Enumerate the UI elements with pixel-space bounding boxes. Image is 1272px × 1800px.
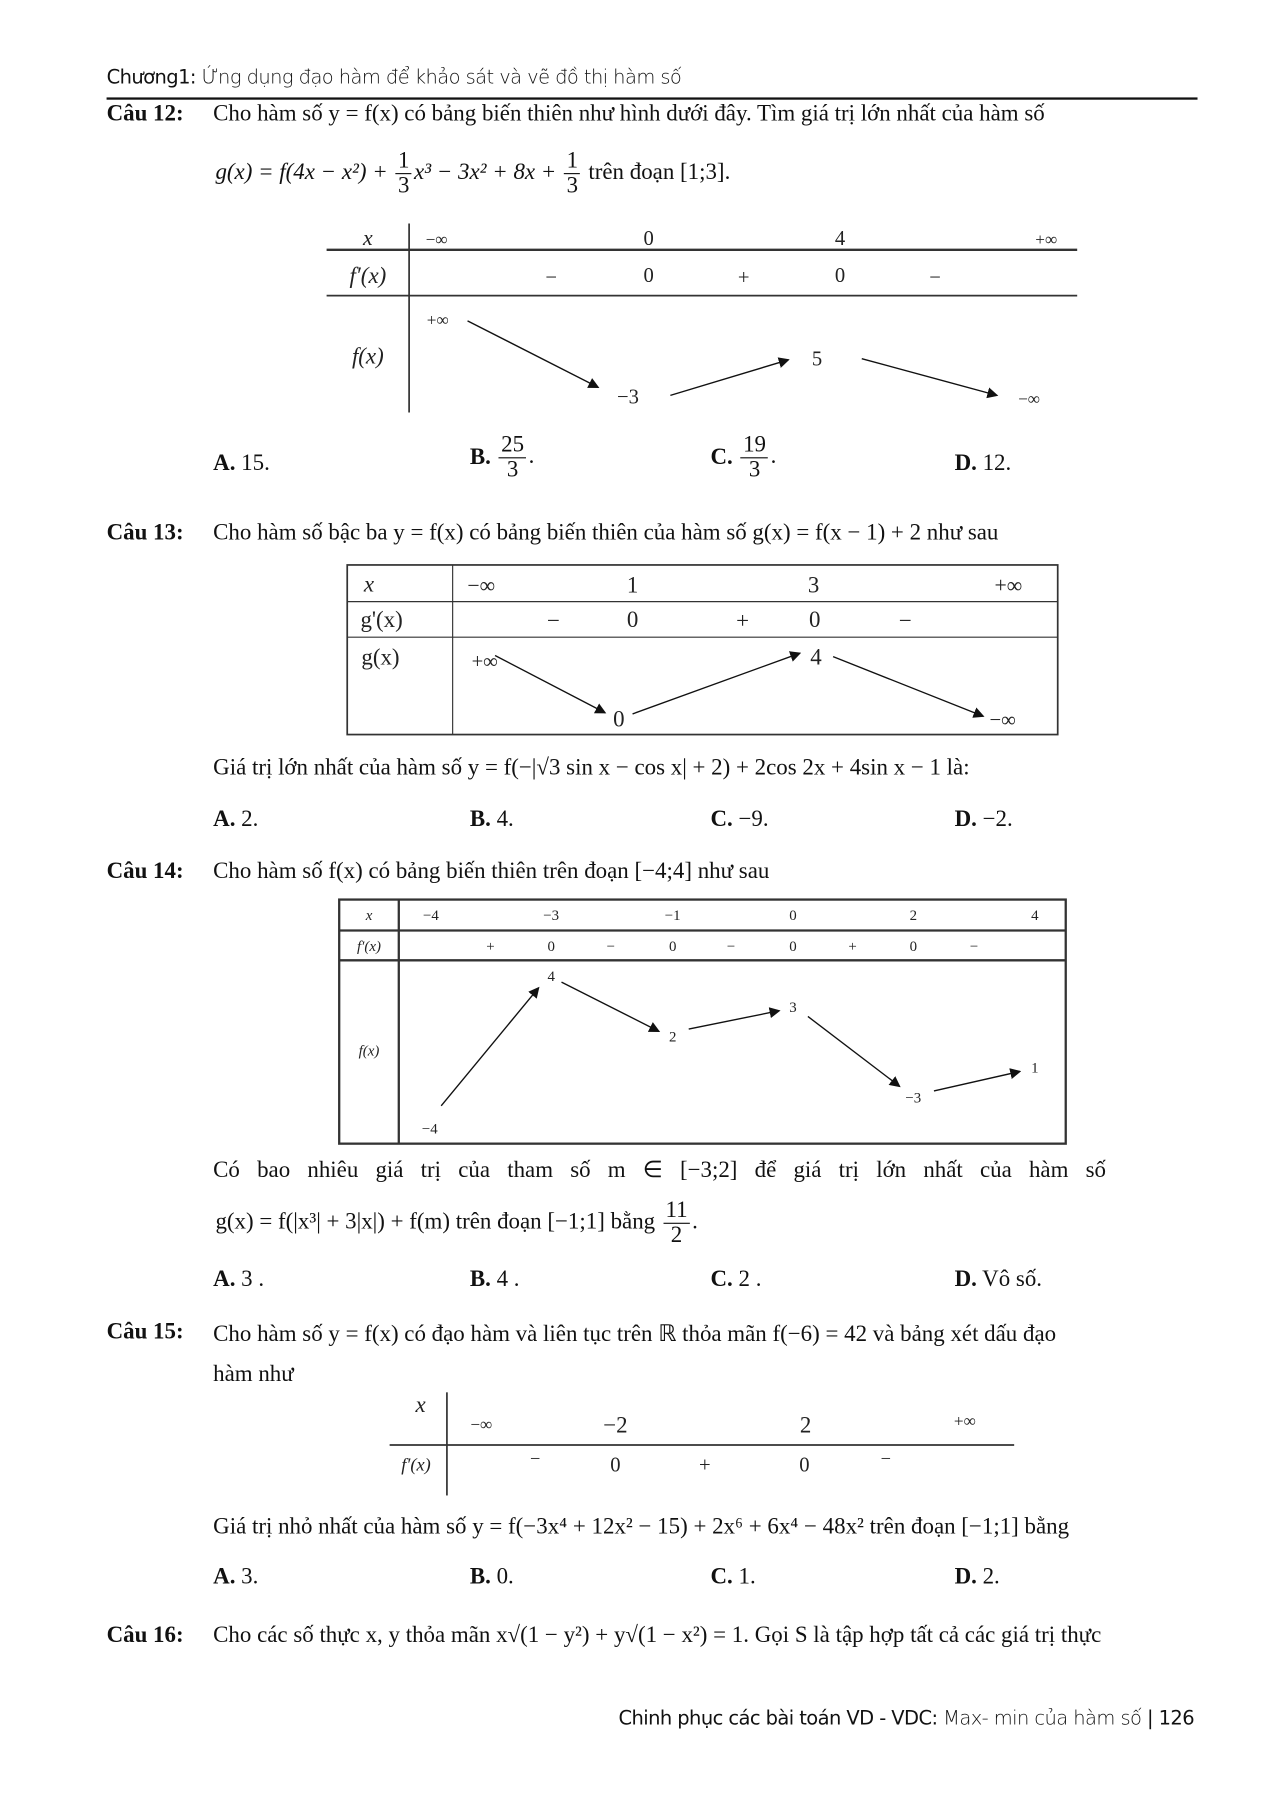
page-footer: Chinh phục các bài toán VD - VDC: Max- min của hàm số | 126 [618, 1707, 1195, 1731]
option-text: 3 . [241, 1266, 265, 1292]
option-text: 12. [982, 450, 1012, 476]
question-12-label: Câu 12: [106, 100, 184, 127]
question-14-text: Cho hàm số f(x) có bảng biến thiên trên đoạn [−4;4] như sau [213, 858, 770, 884]
sign: 0 [834, 264, 846, 287]
q13-option-b[interactable]: B. 4. [469, 806, 514, 832]
option-text: 1. [738, 1564, 756, 1590]
option-text: 2. [982, 1564, 1000, 1590]
q12-option-c[interactable]: C. $\frac{19}{3}$ . [710, 432, 777, 483]
x-value: −2 [603, 1412, 628, 1438]
arrow-increase [670, 360, 788, 396]
option-text: 2 . [738, 1266, 762, 1292]
x-value: 2 [799, 1412, 812, 1438]
f-value: −3 [905, 1090, 922, 1107]
x-value: −1 [664, 908, 681, 925]
option-text: −9. [738, 806, 769, 832]
question-14-question: Có bao nhiêu giá trị của tham số m ∈ [−3;2] để giá trị lớn nhất của hàm số [213, 1157, 1107, 1183]
option-text: Vô số. [982, 1266, 1043, 1292]
q14-option-a[interactable]: A. 3 . [213, 1266, 265, 1292]
sign: − [547, 607, 560, 633]
formula-part: x³ − 3x² + 8x + [414, 159, 563, 185]
x-value: +∞ [953, 1411, 976, 1431]
book-title: Chinh phục các bài toán VD - VDC: [618, 1707, 938, 1731]
arrow-decrease [495, 655, 605, 712]
question-15-text-continued: hàm như [213, 1361, 294, 1387]
option-text: 4. [496, 806, 514, 832]
row-label: x [363, 571, 375, 597]
question-13-text: Cho hàm số bậc ba y = f(x) có bảng biến thiên của hàm số g(x) = f(x − 1) + 2 như sau [213, 520, 999, 546]
arrow-decrease [562, 982, 659, 1031]
formula-part: g(x) = f(4x − x²) + [215, 159, 394, 185]
row-label: x [415, 1391, 426, 1417]
option-text: 0. [496, 1564, 514, 1590]
row-label: x [363, 226, 373, 251]
sign: + [737, 267, 750, 290]
q14-option-d[interactable]: D. Vô số. [954, 1266, 1043, 1292]
row-label: x [365, 908, 373, 925]
question-14-label: Câu 14: [106, 858, 184, 884]
q12-option-b[interactable]: B. $\frac{25}{3}$ . [469, 432, 535, 483]
f-value: 4 [547, 968, 555, 985]
x-value: 4 [1031, 908, 1039, 925]
q15-option-d[interactable]: D. 2. [954, 1564, 1000, 1590]
chapter-number: Chương1: [106, 66, 196, 90]
x-value: 0 [643, 228, 654, 251]
x-value: −∞ [425, 230, 448, 250]
sign: 0 [799, 1454, 810, 1477]
g-value: −∞ [989, 709, 1016, 732]
x-value: −∞ [467, 573, 496, 598]
row-label: g(x) [361, 644, 400, 670]
f-value: 1 [1031, 1060, 1039, 1077]
sign: 0 [668, 939, 677, 956]
x-value: −∞ [470, 1415, 493, 1435]
question-14-formula: g(x) = f(|x³| + 3|x|) + f(m) trên đoạn [−1;1] bằng $\frac{11}{2}$ . [215, 1197, 698, 1248]
sign: + [698, 1454, 711, 1477]
row-label: f(x) [351, 343, 384, 369]
numerator: 11 [663, 1199, 690, 1224]
arrow-decrease [862, 359, 997, 396]
q14-option-b[interactable]: B. 4 . [469, 1266, 520, 1292]
option-text: 15. [241, 450, 270, 476]
option-text: −2. [982, 806, 1013, 832]
sign: 0 [610, 1454, 621, 1477]
sign: − [898, 607, 912, 633]
denominator: 2 [670, 1222, 683, 1248]
q15-option-c[interactable]: C. 1. [710, 1564, 756, 1590]
sign: − [545, 267, 558, 290]
question-13-question: Giá trị lớn nhất của hàm số y = f(−|√3 sin x − cos x| + 2) + 2cos 2x + 4sin x − 1 là: [213, 755, 970, 781]
x-value: +∞ [994, 573, 1023, 598]
variation-arrows [441, 321, 1020, 1106]
option-text: 3. [241, 1564, 259, 1590]
q13-option-d[interactable]: D. −2. [954, 806, 1013, 832]
sign: 0 [789, 939, 797, 956]
question-15-label: Câu 15: [106, 1318, 184, 1345]
numerator: 25 [499, 433, 527, 458]
denominator: 3 [566, 173, 579, 199]
sign: − [726, 939, 736, 956]
question-13-label: Câu 13: [106, 520, 184, 546]
arrow-increase [934, 1071, 1020, 1090]
g-value: +∞ [471, 651, 498, 674]
q12-option-d[interactable]: D. 12. [954, 450, 1012, 476]
x-value: −3 [543, 908, 560, 925]
row-label: f′(x) [357, 939, 381, 956]
numerator: 1 [396, 149, 412, 174]
x-value: +∞ [1035, 230, 1058, 250]
f-value: 3 [789, 999, 797, 1016]
sign: − [969, 939, 979, 956]
formula-part: trên đoạn [1;3]. [582, 159, 731, 185]
question-15-text: Cho hàm số y = f(x) có đạo hàm và liên tục trên ℝ thỏa mãn f(−6) = 42 và bảng xét dấu đạo [213, 1321, 1057, 1347]
q15-option-b[interactable]: B. 0. [469, 1564, 514, 1590]
option-text: 4 . [496, 1266, 520, 1292]
row-label: f′(x) [401, 1454, 431, 1475]
sign: − [529, 1448, 541, 1469]
arrow-increase [633, 653, 800, 714]
sign: − [880, 1448, 891, 1469]
arrow-decrease [808, 1016, 900, 1086]
row-label: g'(x) [360, 606, 403, 632]
numerator: 1 [564, 149, 580, 174]
sign: + [486, 939, 495, 956]
arrow-increase [441, 988, 538, 1106]
footer-topic: Max- min của hàm số [937, 1707, 1142, 1731]
g-value: 0 [613, 706, 625, 732]
row-label: f(x) [358, 1043, 380, 1060]
x-value: 4 [834, 228, 846, 251]
sign: 0 [626, 606, 639, 632]
arrow-decrease [468, 321, 599, 387]
question-16-text: Cho các số thực x, y thỏa mãn x√(1 − y²) + y√(1 − x²) = 1. Gọi S là tập hợp tất cả các giá trị thực [213, 1622, 1102, 1648]
denominator: 3 [506, 457, 519, 483]
x-value: 0 [789, 908, 797, 925]
x-value: 3 [807, 572, 820, 598]
q12-option-a[interactable]: A. 15. [213, 450, 270, 476]
q13-option-a[interactable]: A. 2. [213, 806, 259, 832]
sign: + [736, 607, 750, 633]
arrow-decrease [833, 657, 983, 717]
f-value: 5 [811, 348, 823, 371]
sign: − [606, 939, 615, 956]
q14-option-c[interactable]: C. 2 . [710, 1266, 762, 1292]
denominator: 3 [748, 457, 761, 483]
question-16-label: Câu 16: [106, 1622, 184, 1648]
sign: 0 [643, 264, 654, 287]
chapter-title: Ứng dụng đạo hàm để khảo sát và vẽ đồ thị hàm số [201, 66, 682, 90]
question-15-question: Giá trị nhỏ nhất của hàm số y = f(−3x⁴ + 12x² − 15) + 2x⁶ + 6x⁴ − 48x² trên đoạn [−1;1] bằng [213, 1513, 1070, 1540]
f-value: −∞ [1018, 389, 1041, 409]
x-value: 1 [626, 572, 639, 598]
option-text: 2. [241, 806, 259, 832]
g-value: 4 [810, 644, 822, 670]
sign: 0 [809, 606, 821, 632]
q13-option-c[interactable]: C. −9. [710, 806, 769, 832]
f-value: −3 [617, 386, 639, 409]
f-value: +∞ [426, 310, 449, 330]
numerator: 19 [741, 433, 769, 458]
q15-option-a[interactable]: A. 3. [213, 1564, 259, 1590]
formula-part: g(x) = f(|x³| + 3|x|) + f(m) trên đoạn [−1;1] bằng [215, 1209, 661, 1235]
x-value: 2 [909, 908, 918, 925]
arrow-increase [689, 1011, 780, 1029]
sign: − [929, 267, 941, 290]
denominator: 3 [398, 173, 410, 199]
row-label: f′(x) [349, 263, 387, 289]
f-value: −4 [421, 1121, 438, 1138]
sign: + [848, 939, 857, 956]
page-number: 126 [1158, 1707, 1195, 1731]
sign: 0 [547, 939, 555, 956]
x-value: −4 [422, 908, 439, 925]
f-value: 2 [668, 1029, 677, 1046]
question-12-text: Cho hàm số y = f(x) có bảng biến thiên như hình dưới đây. Tìm giá trị lớn nhất của hàm số [213, 100, 1045, 127]
sign: 0 [909, 939, 918, 956]
